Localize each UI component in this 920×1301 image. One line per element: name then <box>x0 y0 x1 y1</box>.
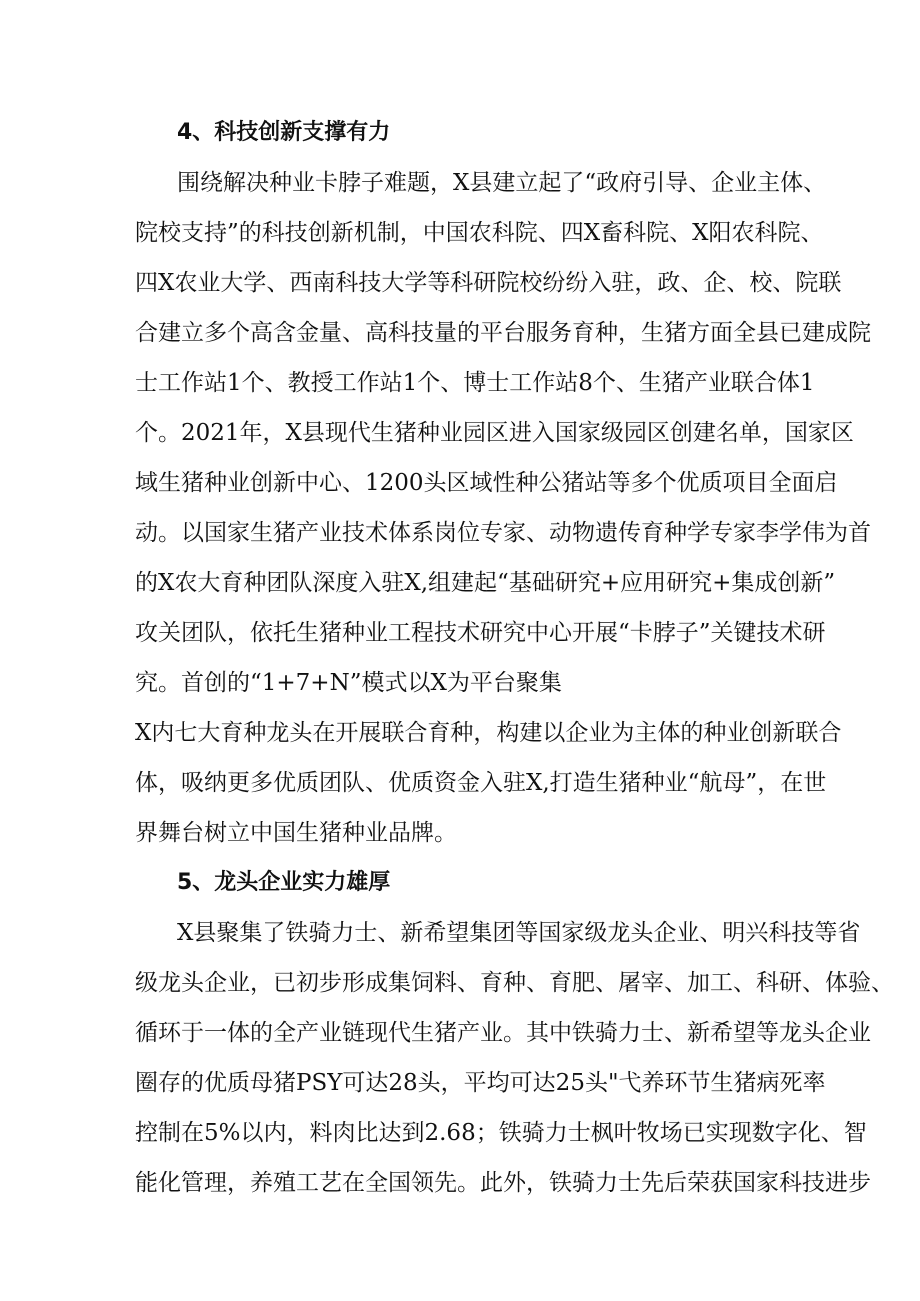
section-4-line-8: 动。以国家生猪产业技术体系岗位专家、动物遗传育种学专家李学伟为首 <box>135 520 871 546</box>
section-4-line-12: X内七大育种龙头在开展联合育种，构建以企业为主体的种业创新联合 <box>135 720 842 746</box>
section-5-line-2: 级龙头企业，已初步形成集饲料、育种、育肥、屠宰、加工、科研、体验、 <box>135 970 894 996</box>
section-4-line-1: 围绕解决种业卡脖子难题，X县建立起了“政府引导、企业主体、 <box>177 170 827 196</box>
section-5-line-6: 能化管理，养殖工艺在全国领先。此外，铁骑力士先后荣获国家科技进步 <box>135 1170 871 1196</box>
section-5-line-3: 循环于一体的全产业链现代生猪产业。其中铁骑力士、新希望等龙头企业 <box>135 1020 871 1046</box>
section-5-line-4: 圈存的优质母猪PSY可达28头，平均可达25头"弋养环节生猪病死率 <box>135 1070 826 1096</box>
section-4-line-7: 域生猪种业创新中心、1200头区域性种公猪站等多个优质项目全面启 <box>135 470 838 496</box>
section-4-line-13: 体，吸纳更多优质团队、优质资金入驻X,打造生猪种业“航母”，在世 <box>135 770 827 796</box>
section-4-line-3: 四X农业大学、西南科技大学等科研院校纷纷入驻，政、企、校、院联 <box>135 270 842 296</box>
section-4-heading: 4、科技创新支撑有力 <box>177 120 391 145</box>
section-5-heading: 5、龙头企业实力雄厚 <box>177 870 391 895</box>
section-4-line-6: 个。2021年，X县现代生猪种业园区进入国家级园区创建名单，国家区 <box>135 420 854 446</box>
section-4-line-2: 院校支持”的科技创新机制，中国农科院、四X畜科院、X阳农科院、 <box>135 220 824 246</box>
section-5-line-1: X县聚集了铁骑力士、新希望集团等国家级龙头企业、明兴科技等省 <box>177 920 861 946</box>
section-4-line-9: 的X农大育种团队深度入驻X,组建起“基础研究+应用研究+集成创新” <box>135 570 836 596</box>
section-4-line-11: 究。首创的“1+7+N”模式以X为平台聚集 <box>135 670 562 696</box>
section-4-line-14: 界舞台树立中国生猪种业品牌。 <box>135 820 457 846</box>
section-4-line-4: 合建立多个高含金量、高科技量的平台服务育种，生猪方面全县已建成院 <box>135 320 871 346</box>
section-5-line-5: 控制在5%以内，料肉比达到2.68；铁骑力士枫叶牧场已实现数字化、智 <box>135 1120 867 1146</box>
section-4-line-10: 攻关团队，依托生猪种业工程技术研究中心开展“卡脖子”关键技术研 <box>135 620 826 646</box>
section-4-line-5: 士工作站1个、教授工作站1个、博士工作站8个、生猪产业联合体1 <box>135 370 815 396</box>
